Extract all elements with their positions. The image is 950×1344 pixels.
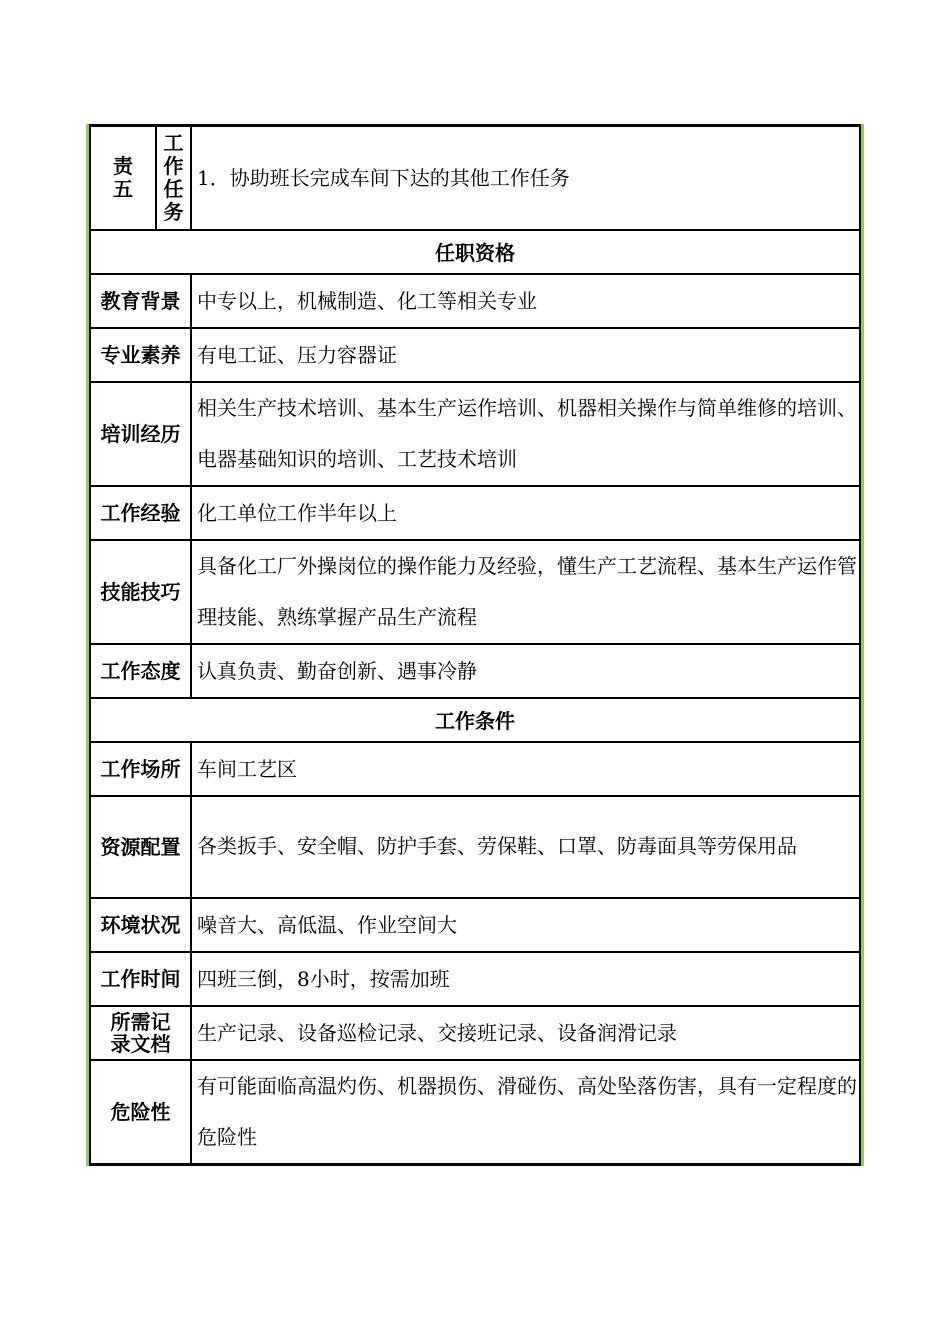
row-label: 工作经验 [90, 486, 191, 540]
table-row [90, 898, 860, 952]
responsibility-label: 责五 [90, 126, 156, 230]
table-row [90, 644, 860, 698]
row-label: 危险性 [90, 1060, 191, 1165]
row-label: 资源配置 [90, 796, 191, 898]
row-label: 专业素养 [90, 328, 191, 382]
row-value: 车间工艺区 [191, 742, 860, 796]
job-description-table [89, 124, 861, 1166]
table-row [90, 540, 860, 644]
table-row [90, 1006, 860, 1060]
row-label: 培训经历 [90, 382, 191, 486]
row-label: 工作态度 [90, 644, 191, 698]
table-row [90, 274, 860, 328]
row-value: 噪音大、高低温、作业空间大 [191, 898, 860, 952]
row-label: 工作场所 [90, 742, 191, 796]
work-task-label: 工作任务 [156, 126, 191, 230]
table-row [90, 486, 860, 540]
row-label: 环境状况 [90, 898, 191, 952]
table-row [90, 382, 860, 486]
row-value: 具备化工厂外操岗位的操作能力及经验，懂生产工艺流程、基本生产运作管理技能、熟练掌握产品生产流程 [191, 540, 860, 644]
row-value: 生产记录、设备巡检记录、交接班记录、设备润滑记录 [191, 1006, 860, 1060]
responsibility-row [90, 126, 860, 230]
work-task-value: 1．协助班长完成车间下达的其他工作任务 [191, 126, 860, 230]
row-label: 技能技巧 [90, 540, 191, 644]
row-value: 有电工证、压力容器证 [191, 328, 860, 382]
qualifications-header-row [90, 230, 860, 274]
table-row [90, 328, 860, 382]
job-description-sheet [86, 124, 864, 1166]
table-row [90, 742, 860, 796]
row-label: 教育背景 [90, 274, 191, 328]
conditions-header-row [90, 698, 860, 742]
row-value: 认真负责、勤奋创新、遇事冷静 [191, 644, 860, 698]
row-value: 有可能面临高温灼伤、机器损伤、滑碰伤、高处坠落伤害，具有一定程度的危险性 [191, 1060, 860, 1165]
table-row [90, 796, 860, 898]
qualifications-title: 任职资格 [90, 230, 860, 274]
row-value: 化工单位工作半年以上 [191, 486, 860, 540]
row-value: 四班三倒，8小时，按需加班 [191, 952, 860, 1006]
row-label: 所需记录文档 [90, 1006, 191, 1060]
table-row [90, 1060, 860, 1165]
row-value: 相关生产技术培训、基本生产运作培训、机器相关操作与简单维修的培训、电器基础知识的培训、工艺技术培训 [191, 382, 860, 486]
row-label: 工作时间 [90, 952, 191, 1006]
row-value: 中专以上，机械制造、化工等相关专业 [191, 274, 860, 328]
row-value: 各类扳手、安全帽、防护手套、劳保鞋、口罩、防毒面具等劳保用品 [191, 796, 860, 898]
table-row [90, 952, 860, 1006]
conditions-title: 工作条件 [90, 698, 860, 742]
